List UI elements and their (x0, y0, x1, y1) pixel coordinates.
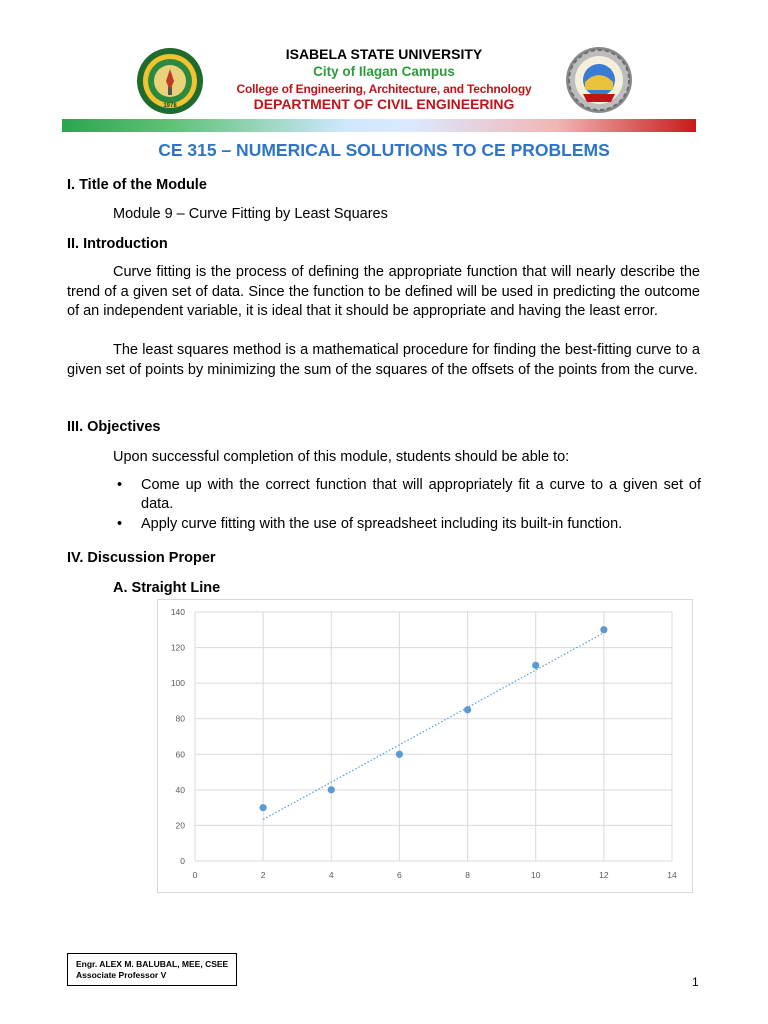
y-tick-label: 80 (175, 713, 185, 724)
college-name: College of Engineering, Architecture, and Technology (236, 82, 532, 96)
objectives-lead: Upon successful completion of this module, students should be able to: (113, 449, 570, 465)
data-point (260, 804, 267, 811)
svg-text:1978: 1978 (163, 103, 177, 109)
author-name: Engr. ALEX M. BALUBAL, MEE, CSEE (76, 959, 229, 969)
data-point (328, 786, 335, 793)
section-title-heading: I. Title of the Module (67, 177, 207, 193)
section-intro-heading: II. Introduction (67, 236, 168, 252)
y-tick-label: 20 (175, 820, 185, 831)
list-item: • Come up with the correct function that will appropriately fit a curve to a given set of data. (117, 477, 701, 512)
list-item: • Apply curve fitting with the use of spreadsheet including its built-in function. (117, 516, 623, 532)
straight-line-chart (157, 599, 693, 893)
data-point (396, 751, 403, 758)
data-point (464, 706, 471, 713)
bullet-icon: • (117, 516, 123, 532)
chart-canvas (158, 600, 692, 892)
x-tick-label: 4 (328, 870, 334, 880)
objectives-list (113, 476, 701, 535)
university-name: ISABELA STATE UNIVERSITY (285, 46, 483, 62)
intro-paragraph-2: The least squares method is a mathematical procedure for finding the best-fitting curve to a given set of points by minimizing the sum of the squares of the offsets of the points from the curve. (67, 342, 700, 378)
page-number: 1 (692, 975, 699, 989)
y-tick-label: 140 (170, 607, 185, 617)
department-name: DEPARTMENT OF CIVIL ENGINEERING (253, 96, 515, 112)
y-tick-label: 120 (170, 642, 185, 653)
x-tick-label: 12 (599, 870, 609, 880)
trendline (263, 633, 604, 820)
campus-name: City of Ilagan Campus (313, 64, 455, 79)
y-tick-label: 40 (175, 784, 185, 795)
module-title: Module 9 – Curve Fitting by Least Squares (113, 206, 388, 222)
data-point (532, 662, 539, 669)
author-position: Associate Professor V (76, 970, 167, 980)
header-divider-stripe (62, 119, 696, 132)
x-tick-label: 6 (397, 870, 402, 880)
x-tick-label: 10 (530, 870, 541, 880)
author-info-box (67, 953, 237, 986)
course-title: CE 315 – NUMERICAL SOLUTIONS TO CE PROBLEMS (158, 140, 610, 160)
x-tick-label: 2 (260, 870, 266, 880)
section-objectives-heading: III. Objectives (67, 419, 161, 435)
y-tick-label: 0 (180, 856, 185, 866)
bullet-icon: • (117, 477, 123, 493)
x-tick-label: 0 (192, 870, 198, 880)
data-point (600, 626, 607, 633)
x-tick-label: 8 (465, 870, 470, 880)
subsection-straight-line: A. Straight Line (113, 580, 221, 596)
y-tick-label: 60 (175, 749, 185, 760)
section-discussion-heading: IV. Discussion Proper (67, 550, 216, 566)
intro-paragraph-1: Curve fitting is the process of defining the appropriate function that will nearly describe the trend of a given set of data. Since the function to be defined will be used in predicting the outcome of an independent variable, it is ideal that it should be appropriate and having the least error. (67, 264, 700, 319)
x-tick-label: 14 (667, 870, 677, 880)
y-tick-label: 100 (170, 678, 185, 689)
